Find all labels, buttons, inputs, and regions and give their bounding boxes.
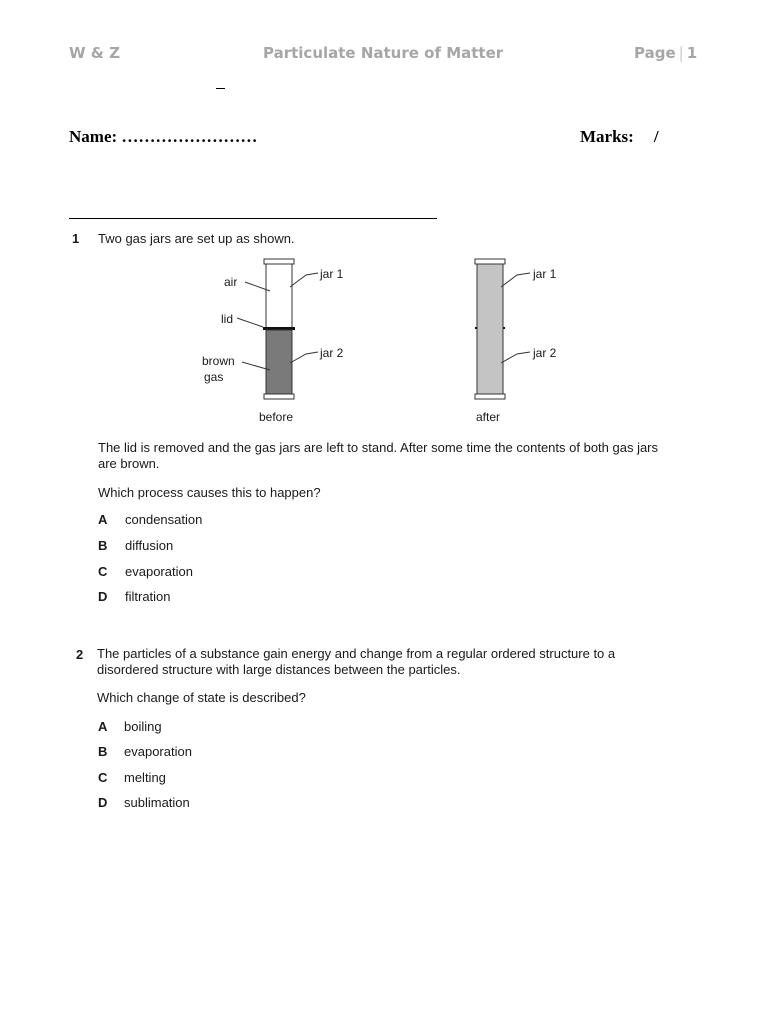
after-jars [475, 259, 557, 424]
q1-intro: Two gas jars are set up as shown. [98, 231, 295, 246]
marks-slash: / [653, 127, 659, 146]
q2-option-b-text: evaporation [124, 744, 192, 759]
section-rule [69, 218, 437, 219]
q1-option-a-text: condensation [125, 512, 203, 527]
page-divider: | [678, 44, 684, 62]
label-jar2-before: jar 2 [320, 346, 344, 360]
label-after: after [476, 410, 501, 424]
blank-dash [216, 88, 225, 89]
q1-option-d-text: filtration [125, 589, 171, 604]
q1-number: 1 [72, 231, 80, 246]
label-brown: brown [202, 354, 235, 368]
q1-option-a-letter: A [98, 512, 108, 527]
q2-option-c-letter: C [98, 770, 108, 785]
q1-option-c-text: evaporation [125, 564, 193, 579]
q2-option-a-letter: A [98, 719, 108, 734]
q2-option-c-text: melting [124, 770, 166, 785]
q2-option-b-letter: B [98, 744, 108, 759]
q1-text-line2: are brown. [98, 456, 160, 471]
label-jar1-after: jar 1 [533, 267, 557, 281]
jars-after [477, 264, 503, 394]
gas-jars-diagram [190, 255, 590, 430]
page-number: 1 [686, 44, 698, 62]
name-field: Name: …………………… [69, 127, 258, 146]
q2-option-a-text: boiling [124, 719, 162, 734]
q1-option-c-letter: C [98, 564, 108, 579]
q1-text-line1: The lid is removed and the gas jars are left to stand. After some time the contents of both gas jars [98, 440, 659, 455]
header-page [634, 44, 697, 62]
q2-option-d-text: sublimation [124, 795, 190, 810]
q2-text [97, 646, 697, 678]
page-label: Page [634, 44, 676, 62]
header-left: W & Z [69, 44, 120, 62]
before-jars [202, 259, 344, 424]
q2-text-line1: The particles of a substance gain energy and change from a regular ordered structure to a [97, 646, 616, 661]
label-lid: lid [221, 312, 234, 326]
label-jar2-after: jar 2 [533, 346, 557, 360]
marks-field [580, 127, 659, 147]
label-air: air [224, 275, 238, 289]
marks-label: Marks: [580, 127, 634, 146]
label-jar1-before: jar 1 [320, 267, 344, 281]
jar2-before [266, 330, 292, 394]
q1-text [98, 440, 698, 472]
label-before: before [259, 410, 294, 424]
q2-question: Which change of state is described? [97, 690, 306, 705]
q2-option-d-letter: D [98, 795, 108, 810]
label-gas: gas [204, 370, 224, 384]
q1-option-b-letter: B [98, 538, 108, 553]
jar1-before [266, 264, 292, 328]
q2-text-line2: disordered structure with large distances between the particles. [97, 662, 461, 677]
q1-option-d-letter: D [98, 589, 108, 604]
q1-question: Which process causes this to happen? [98, 485, 321, 500]
q2-number: 2 [76, 647, 84, 662]
q1-option-b-text: diffusion [125, 538, 174, 553]
header-title: Particulate Nature of Matter [263, 44, 504, 62]
